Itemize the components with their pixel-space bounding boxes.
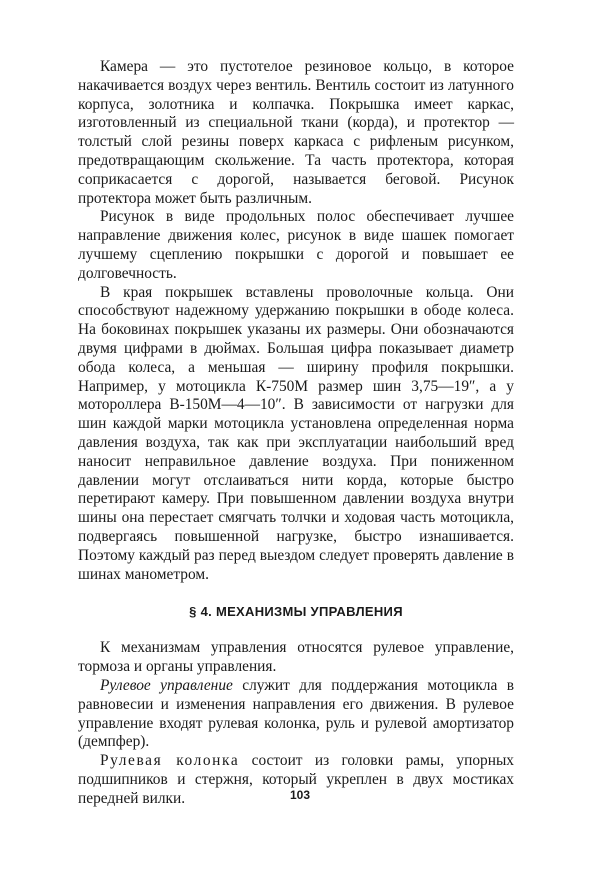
paragraph-tube: Камера — это пустотелое резиновое кольцо, в которое накачивается воздух через вентиль. Вентиль состоит из латунного корпуса, золотника и колпачка. Покрышка имеет каркас, изготовленный из специальной ткани (корда), и протектор — толстый слой резины поверх каркаса с рифленым рисунком, предотвращающим скольжение. Та часть протектора, которая соприкасается с дорогой, называется беговой. Рисунок протектора может быть различным. bbox=[78, 58, 514, 207]
paragraph-tire-beads: В края покрышек вставлены проволочные кольца. Они способствуют надежному удержанию покрышки в ободе колеса. На боковинах покрышек указаны их размеры. Они обозначаются двумя цифрами в дюймах. Большая цифра показывает диаметр обода колеса, а меньшая — ширину профиля покрышки. Например, у мотоцикла К-750М размер шин 3,75—19″, а у мотороллера В-150М—4—10″. В зависимости от нагрузки для шин каждой марки мотоцикла установлена определенная норма давления воздуха, так как при эксплуатации наибольший вред наносит неправильное давление воздуха. При пониженном давлении могут отслаиваться нити корда, которые быстро перетирают камеру. При повышенном давлении воздуха внутри шины она перестает смягчать толчки и ходовая часть мотоцикла, подвергаясь повышенной нагрузке, быстро изнашивается. Поэтому каждый раз перед выездом следует проверять давление в шинах манометром. bbox=[78, 283, 514, 583]
steering-text: служит для поддержания мотоцикла в равновесии и изменения направления его движения. В рулевое управление входят рулевая колонка, руль и рулевой амортизатор (демпфер). bbox=[78, 676, 514, 751]
section-heading: § 4. МЕХАНИЗМЫ УПРАВЛЕНИЯ bbox=[189, 604, 403, 620]
paragraph-control-mechanisms: К механизмам управления относятся рулевое управление, тормоза и органы управления. bbox=[78, 639, 514, 676]
page-number: 103 bbox=[289, 788, 311, 802]
steering-column-text: состоит из головки рамы, упорных подшипников и стержня, который укреплен в двух мостиках передней вилки. bbox=[78, 752, 514, 807]
paragraph-tread-pattern: Рисунок в виде продольных полос обеспечивает лучшее направление движения колес, рисунок в виде шашек помогает лучшему сцеплению покрышки с дорогой и повышает ее долговечность. bbox=[78, 208, 514, 282]
steering-term: Рулевое управление bbox=[100, 676, 233, 694]
steering-column-term: Рулевая колонка bbox=[100, 752, 240, 770]
paragraph-steering bbox=[78, 677, 514, 752]
